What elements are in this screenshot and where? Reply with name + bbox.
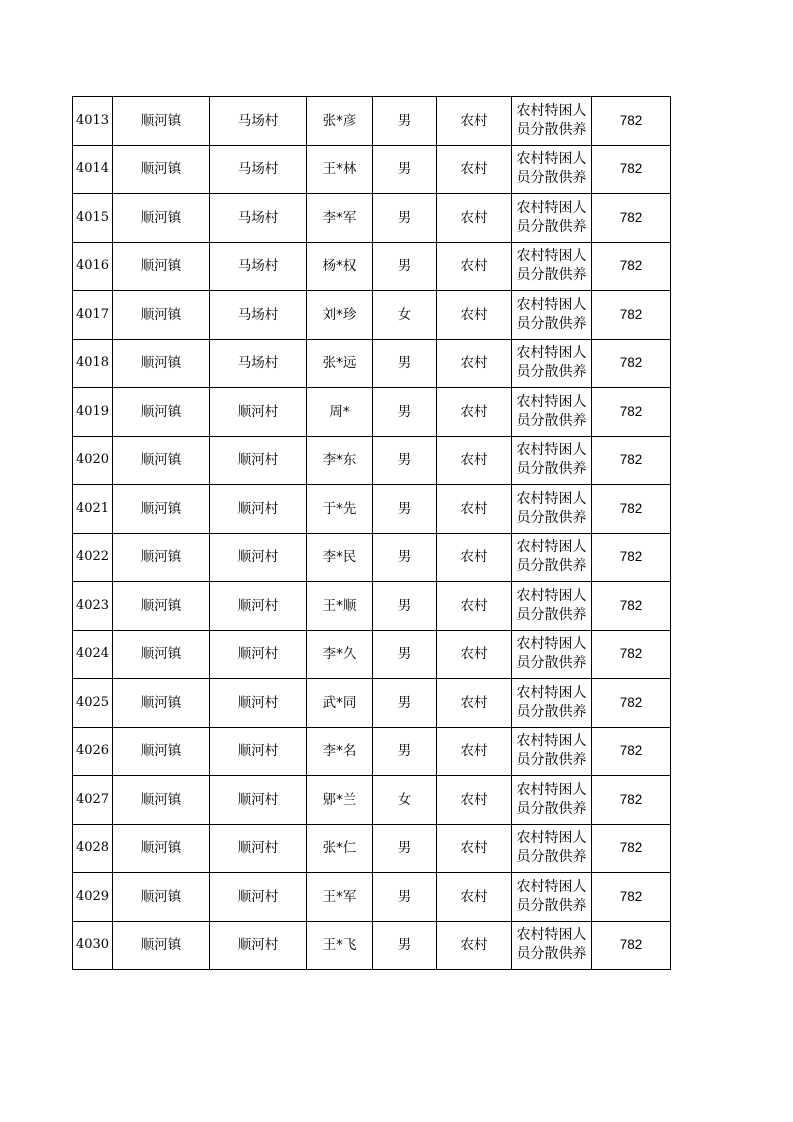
cell-residence: 农村	[437, 97, 512, 146]
cell-residence: 农村	[437, 485, 512, 534]
cell-support-type	[512, 582, 592, 631]
cell-village: 马场村	[210, 242, 307, 291]
cell-village: 顺河村	[210, 436, 307, 485]
cell-support-type	[512, 727, 592, 776]
cell-gender: 男	[373, 97, 437, 146]
cell-id: 4023	[73, 582, 113, 631]
cell-id: 4017	[73, 291, 113, 340]
table-row	[73, 679, 671, 728]
cell-name: 郳*兰	[307, 776, 373, 825]
cell-gender: 男	[373, 388, 437, 437]
cell-id: 4028	[73, 824, 113, 873]
table-row	[73, 824, 671, 873]
cell-amount: 782	[592, 582, 671, 631]
table-row	[73, 145, 671, 194]
cell-residence: 农村	[437, 436, 512, 485]
cell-gender: 男	[373, 194, 437, 243]
cell-name: 王*林	[307, 145, 373, 194]
cell-support-type	[512, 776, 592, 825]
cell-residence: 农村	[437, 242, 512, 291]
cell-gender: 男	[373, 824, 437, 873]
cell-town: 顺河镇	[113, 679, 210, 728]
cell-village: 顺河村	[210, 388, 307, 437]
cell-town: 顺河镇	[113, 533, 210, 582]
cell-residence: 农村	[437, 873, 512, 922]
table-row	[73, 582, 671, 631]
roster-table	[72, 96, 671, 970]
cell-name: 李*民	[307, 533, 373, 582]
cell-village: 顺河村	[210, 485, 307, 534]
cell-village: 顺河村	[210, 776, 307, 825]
cell-name: 张*仁	[307, 824, 373, 873]
cell-name: 李*东	[307, 436, 373, 485]
cell-id: 4015	[73, 194, 113, 243]
cell-support-type	[512, 485, 592, 534]
cell-village: 顺河村	[210, 873, 307, 922]
support-type-text: 农村特困人员分散供养	[516, 490, 587, 526]
cell-amount: 782	[592, 485, 671, 534]
cell-village: 顺河村	[210, 921, 307, 970]
cell-amount: 782	[592, 630, 671, 679]
cell-support-type	[512, 291, 592, 340]
cell-amount: 782	[592, 97, 671, 146]
cell-town: 顺河镇	[113, 873, 210, 922]
support-type-text: 农村特困人员分散供养	[516, 248, 587, 284]
cell-support-type	[512, 824, 592, 873]
cell-village: 马场村	[210, 291, 307, 340]
cell-id: 4026	[73, 727, 113, 776]
cell-name: 王*飞	[307, 921, 373, 970]
cell-village: 马场村	[210, 145, 307, 194]
cell-gender: 男	[373, 582, 437, 631]
cell-support-type	[512, 194, 592, 243]
cell-town: 顺河镇	[113, 242, 210, 291]
support-type-text: 农村特困人员分散供养	[516, 636, 587, 672]
cell-name: 武*同	[307, 679, 373, 728]
support-type-text: 农村特困人员分散供养	[516, 733, 587, 769]
table-row	[73, 921, 671, 970]
support-type-text: 农村特困人员分散供养	[516, 393, 587, 429]
cell-id: 4014	[73, 145, 113, 194]
cell-residence: 农村	[437, 339, 512, 388]
table-row	[73, 630, 671, 679]
cell-gender: 男	[373, 679, 437, 728]
cell-village: 马场村	[210, 194, 307, 243]
cell-name: 李*军	[307, 194, 373, 243]
cell-support-type	[512, 242, 592, 291]
cell-id: 4016	[73, 242, 113, 291]
cell-support-type	[512, 436, 592, 485]
table-row	[73, 873, 671, 922]
cell-gender: 男	[373, 533, 437, 582]
cell-id: 4022	[73, 533, 113, 582]
table-row	[73, 727, 671, 776]
cell-residence: 农村	[437, 582, 512, 631]
cell-residence: 农村	[437, 291, 512, 340]
cell-town: 顺河镇	[113, 388, 210, 437]
cell-residence: 农村	[437, 630, 512, 679]
cell-amount: 782	[592, 533, 671, 582]
cell-amount: 782	[592, 194, 671, 243]
support-type-text: 农村特困人员分散供养	[516, 539, 587, 575]
support-type-text: 农村特困人员分散供养	[516, 781, 587, 817]
support-type-text: 农村特困人员分散供养	[516, 927, 587, 963]
cell-town: 顺河镇	[113, 436, 210, 485]
table-row	[73, 388, 671, 437]
cell-gender: 男	[373, 145, 437, 194]
cell-support-type	[512, 339, 592, 388]
cell-amount: 782	[592, 145, 671, 194]
cell-town: 顺河镇	[113, 145, 210, 194]
cell-village: 顺河村	[210, 824, 307, 873]
cell-amount: 782	[592, 436, 671, 485]
cell-amount: 782	[592, 242, 671, 291]
cell-id: 4018	[73, 339, 113, 388]
cell-id: 4025	[73, 679, 113, 728]
cell-amount: 782	[592, 873, 671, 922]
support-type-text: 农村特困人员分散供养	[516, 442, 587, 478]
support-type-text: 农村特困人员分散供养	[516, 345, 587, 381]
cell-residence: 农村	[437, 533, 512, 582]
cell-name: 王*军	[307, 873, 373, 922]
cell-id: 4021	[73, 485, 113, 534]
roster-table-body	[73, 97, 671, 970]
cell-amount: 782	[592, 339, 671, 388]
cell-name: 张*彦	[307, 97, 373, 146]
cell-village: 顺河村	[210, 679, 307, 728]
cell-residence: 农村	[437, 727, 512, 776]
cell-village: 顺河村	[210, 630, 307, 679]
cell-name: 王*顺	[307, 582, 373, 631]
table-row	[73, 97, 671, 146]
cell-town: 顺河镇	[113, 776, 210, 825]
cell-residence: 农村	[437, 824, 512, 873]
cell-id: 4013	[73, 97, 113, 146]
cell-residence: 农村	[437, 921, 512, 970]
cell-town: 顺河镇	[113, 824, 210, 873]
cell-name: 于*先	[307, 485, 373, 534]
cell-gender: 男	[373, 339, 437, 388]
cell-id: 4020	[73, 436, 113, 485]
cell-residence: 农村	[437, 679, 512, 728]
cell-town: 顺河镇	[113, 630, 210, 679]
cell-village: 马场村	[210, 97, 307, 146]
cell-name: 周*	[307, 388, 373, 437]
cell-amount: 782	[592, 824, 671, 873]
support-type-text: 农村特困人员分散供养	[516, 684, 587, 720]
cell-name: 李*名	[307, 727, 373, 776]
cell-support-type	[512, 630, 592, 679]
cell-name: 刘*珍	[307, 291, 373, 340]
cell-gender: 男	[373, 242, 437, 291]
cell-support-type	[512, 145, 592, 194]
cell-town: 顺河镇	[113, 194, 210, 243]
table-row	[73, 194, 671, 243]
support-type-text: 农村特困人员分散供养	[516, 587, 587, 623]
table-row	[73, 776, 671, 825]
cell-town: 顺河镇	[113, 727, 210, 776]
cell-name: 张*远	[307, 339, 373, 388]
cell-gender: 男	[373, 873, 437, 922]
table-row	[73, 339, 671, 388]
cell-village: 马场村	[210, 339, 307, 388]
cell-residence: 农村	[437, 194, 512, 243]
support-type-text: 农村特困人员分散供养	[516, 878, 587, 914]
cell-amount: 782	[592, 388, 671, 437]
support-type-text: 农村特困人员分散供养	[516, 151, 587, 187]
cell-name: 李*久	[307, 630, 373, 679]
cell-town: 顺河镇	[113, 291, 210, 340]
cell-residence: 农村	[437, 388, 512, 437]
cell-id: 4030	[73, 921, 113, 970]
cell-id: 4027	[73, 776, 113, 825]
support-type-text: 农村特困人员分散供养	[516, 830, 587, 866]
cell-amount: 782	[592, 727, 671, 776]
cell-support-type	[512, 533, 592, 582]
table-row	[73, 485, 671, 534]
cell-id: 4029	[73, 873, 113, 922]
cell-gender: 男	[373, 485, 437, 534]
support-type-text: 农村特困人员分散供养	[516, 296, 587, 332]
cell-name: 杨*权	[307, 242, 373, 291]
cell-id: 4019	[73, 388, 113, 437]
cell-town: 顺河镇	[113, 582, 210, 631]
cell-amount: 782	[592, 776, 671, 825]
cell-amount: 782	[592, 291, 671, 340]
cell-support-type	[512, 388, 592, 437]
cell-village: 顺河村	[210, 727, 307, 776]
table-row	[73, 291, 671, 340]
support-type-text: 农村特困人员分散供养	[516, 199, 587, 235]
table-row	[73, 242, 671, 291]
cell-town: 顺河镇	[113, 339, 210, 388]
cell-gender: 男	[373, 630, 437, 679]
cell-village: 顺河村	[210, 533, 307, 582]
cell-support-type	[512, 873, 592, 922]
cell-id: 4024	[73, 630, 113, 679]
cell-support-type	[512, 921, 592, 970]
support-type-text: 农村特困人员分散供养	[516, 102, 587, 138]
cell-gender: 女	[373, 776, 437, 825]
cell-town: 顺河镇	[113, 97, 210, 146]
cell-gender: 女	[373, 291, 437, 340]
table-row	[73, 533, 671, 582]
cell-village: 顺河村	[210, 582, 307, 631]
cell-gender: 男	[373, 921, 437, 970]
cell-amount: 782	[592, 921, 671, 970]
cell-gender: 男	[373, 436, 437, 485]
cell-support-type	[512, 97, 592, 146]
cell-residence: 农村	[437, 145, 512, 194]
cell-gender: 男	[373, 727, 437, 776]
cell-town: 顺河镇	[113, 485, 210, 534]
cell-amount: 782	[592, 679, 671, 728]
cell-support-type	[512, 679, 592, 728]
table-row	[73, 436, 671, 485]
cell-residence: 农村	[437, 776, 512, 825]
cell-town: 顺河镇	[113, 921, 210, 970]
